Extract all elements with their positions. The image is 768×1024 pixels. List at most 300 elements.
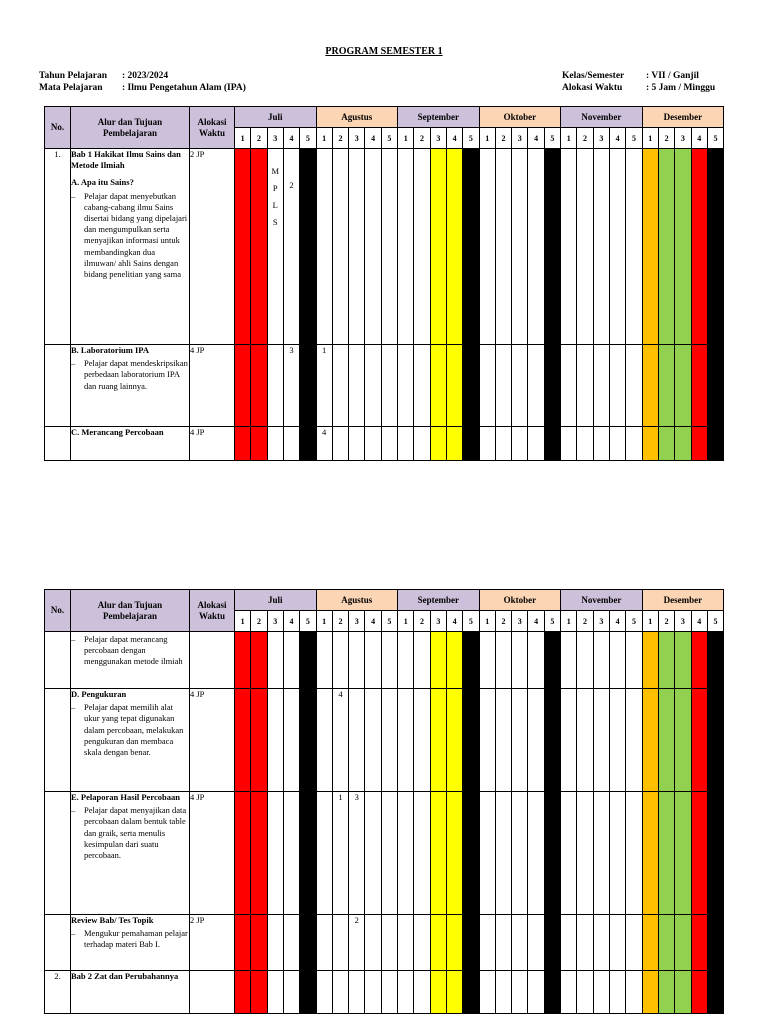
table-row xyxy=(45,427,724,461)
month-header: September xyxy=(398,590,479,611)
week-cell xyxy=(577,149,593,345)
week-number: 1 xyxy=(398,611,414,632)
week-cell xyxy=(626,427,642,461)
week-cell xyxy=(235,427,251,461)
week-number: 3 xyxy=(512,611,528,632)
week-cell xyxy=(528,632,544,689)
meta-row-tahun xyxy=(39,70,246,82)
bullet-dash: – xyxy=(71,634,76,644)
week-cell xyxy=(528,345,544,427)
week-number: 5 xyxy=(707,128,723,149)
week-cell xyxy=(675,427,691,461)
week-number: 3 xyxy=(430,611,446,632)
week-cell xyxy=(463,792,479,915)
month-header: November xyxy=(561,590,643,611)
week-number: 1 xyxy=(642,611,658,632)
objective-item xyxy=(71,634,189,668)
week-number: 4 xyxy=(610,128,626,149)
week-cell xyxy=(675,792,691,915)
week-cell xyxy=(463,971,479,1014)
month-header: Agustus xyxy=(316,107,398,128)
objective-item xyxy=(71,805,189,861)
week-cell xyxy=(593,689,609,792)
week-cell xyxy=(283,915,299,971)
week-cell xyxy=(642,427,658,461)
row-number xyxy=(45,689,71,792)
week-cell xyxy=(479,915,495,971)
week-cell xyxy=(512,971,528,1014)
meta-value: : VII / Ganjil xyxy=(646,71,699,81)
meeting-count: 2 xyxy=(289,180,294,190)
week-cell xyxy=(251,345,267,427)
week-number: 2 xyxy=(658,128,674,149)
objective-text: Pelajar dapat mendeskripsikan perbedaan laboratorium IPA dan ruang lainnya. xyxy=(84,358,188,391)
meta-value: : Ilmu Pengetahun Alam (IPA) xyxy=(122,83,246,93)
week-cell xyxy=(642,792,658,915)
topic-heading: C. Merancang Percobaan xyxy=(71,427,164,437)
week-cell xyxy=(381,689,397,792)
week-cell xyxy=(414,427,430,461)
topic-heading: A. Apa itu Sains? xyxy=(71,177,134,188)
week-cell xyxy=(577,792,593,915)
week-cell xyxy=(577,345,593,427)
week-cell xyxy=(610,149,626,345)
month-header: November xyxy=(561,107,643,128)
objective-item xyxy=(71,358,189,392)
week-cell xyxy=(528,971,544,1014)
mpls-letter: M xyxy=(271,166,280,176)
topic-heading: Bab 1 Hakikat Ilmu Sains dan Metode Ilmiah xyxy=(71,149,181,171)
week-cell xyxy=(235,915,251,971)
mpls-letter: L xyxy=(272,200,278,210)
week-cell xyxy=(349,632,365,689)
meta-row-kelas xyxy=(562,70,715,82)
week-cell xyxy=(691,689,707,792)
objective-text: Pelajar dapat memilih alat ukur yang tepat digunakan dalam percobaan, melakukan pengukuran dan membaca skala dengan benar. xyxy=(84,702,184,758)
header-no: No. xyxy=(45,590,71,632)
month-header: Oktober xyxy=(479,107,561,128)
week-cell xyxy=(626,792,642,915)
week-cell xyxy=(414,971,430,1014)
month-header: Agustus xyxy=(316,590,398,611)
week-cell xyxy=(561,345,577,427)
week-cell xyxy=(577,689,593,792)
week-number: 4 xyxy=(528,611,544,632)
week-cell xyxy=(495,632,511,689)
header-alur: Alur dan Tujuan Pembelajaran xyxy=(71,590,190,632)
week-cell xyxy=(332,971,348,1014)
week-cell xyxy=(675,149,691,345)
week-cell xyxy=(561,632,577,689)
week-cell xyxy=(381,149,397,345)
week-cell xyxy=(430,149,446,345)
week-cell xyxy=(381,427,397,461)
topic-heading: B. Laboratorium IPA xyxy=(71,345,149,355)
week-cell xyxy=(626,689,642,792)
week-cell xyxy=(332,689,348,792)
week-cell xyxy=(593,632,609,689)
meeting-count: 2 xyxy=(354,915,359,925)
week-cell xyxy=(495,689,511,792)
bullet-dash: – xyxy=(71,928,76,939)
week-cell xyxy=(316,689,332,792)
week-cell xyxy=(512,427,528,461)
week-cell xyxy=(675,689,691,792)
week-cell xyxy=(251,427,267,461)
week-cell xyxy=(707,971,723,1014)
week-cell xyxy=(332,427,348,461)
header-alokasi: Alokasi Waktu xyxy=(190,107,235,149)
table-row xyxy=(45,915,724,971)
week-cell xyxy=(414,792,430,915)
table-row xyxy=(45,345,724,427)
week-cell xyxy=(267,792,283,915)
week-cell xyxy=(593,915,609,971)
row-number xyxy=(45,915,71,971)
week-cell xyxy=(463,632,479,689)
header-alokasi: Alokasi Waktu xyxy=(190,590,235,632)
week-cell xyxy=(398,689,414,792)
week-cell xyxy=(283,792,299,915)
week-cell xyxy=(398,149,414,345)
week-cell xyxy=(495,792,511,915)
week-cell xyxy=(495,427,511,461)
week-cell xyxy=(610,689,626,792)
objective-item xyxy=(71,191,189,281)
week-cell xyxy=(626,149,642,345)
week-cell xyxy=(349,792,365,915)
week-number: 2 xyxy=(658,611,674,632)
week-cell xyxy=(414,632,430,689)
week-cell xyxy=(267,427,283,461)
week-cell xyxy=(381,971,397,1014)
page-title: PROGRAM SEMESTER 1 xyxy=(325,46,443,57)
week-cell xyxy=(544,427,560,461)
meta-key: Alokasi Waktu xyxy=(562,83,623,93)
week-cell xyxy=(642,149,658,345)
week-cell xyxy=(658,915,674,971)
topic-heading: E. Pelaporan Hasil Percobaan xyxy=(71,792,180,802)
week-cell xyxy=(300,915,316,971)
week-number: 4 xyxy=(365,611,381,632)
week-cell xyxy=(446,149,462,345)
week-number: 3 xyxy=(430,128,446,149)
week-cell xyxy=(446,632,462,689)
week-cell xyxy=(332,345,348,427)
week-cell xyxy=(528,149,544,345)
week-number: 2 xyxy=(332,611,348,632)
week-cell xyxy=(577,632,593,689)
week-cell xyxy=(267,971,283,1014)
week-number: 3 xyxy=(593,128,609,149)
week-cell xyxy=(316,971,332,1014)
week-cell xyxy=(365,427,381,461)
week-cell xyxy=(283,427,299,461)
table-row xyxy=(45,792,724,915)
meeting-count: 1 xyxy=(322,345,327,355)
week-cell xyxy=(495,149,511,345)
week-number: 2 xyxy=(577,611,593,632)
row-number: 2. xyxy=(45,971,71,1014)
week-cell xyxy=(479,689,495,792)
week-cell xyxy=(251,689,267,792)
week-cell xyxy=(414,149,430,345)
week-cell xyxy=(381,345,397,427)
week-cell xyxy=(398,632,414,689)
row-number xyxy=(45,427,71,461)
week-number: 1 xyxy=(235,128,251,149)
week-cell xyxy=(479,971,495,1014)
week-number: 1 xyxy=(561,128,577,149)
mpls-letter: P xyxy=(272,183,278,193)
week-cell xyxy=(610,632,626,689)
bullet-dash: – xyxy=(71,805,76,816)
month-header: Juli xyxy=(235,590,317,611)
week-cell xyxy=(251,971,267,1014)
month-header: September xyxy=(398,107,479,128)
week-cell xyxy=(349,689,365,792)
week-cell xyxy=(626,345,642,427)
week-number: 5 xyxy=(300,611,316,632)
week-cell xyxy=(528,427,544,461)
week-cell xyxy=(283,345,299,427)
row-description xyxy=(71,971,190,1014)
row-alokasi xyxy=(190,632,235,689)
week-cell xyxy=(267,345,283,427)
row-description xyxy=(71,792,190,915)
week-number: 3 xyxy=(267,611,283,632)
week-cell xyxy=(610,792,626,915)
week-number: 2 xyxy=(414,611,430,632)
week-cell xyxy=(512,792,528,915)
week-cell xyxy=(707,427,723,461)
mpls-letter: S xyxy=(272,217,278,227)
row-number xyxy=(45,632,71,689)
week-number: 1 xyxy=(642,128,658,149)
week-cell xyxy=(495,971,511,1014)
week-cell xyxy=(300,632,316,689)
table-row xyxy=(45,149,724,345)
week-cell xyxy=(430,689,446,792)
week-cell xyxy=(544,632,560,689)
week-cell xyxy=(430,915,446,971)
week-cell xyxy=(283,689,299,792)
week-cell xyxy=(251,792,267,915)
week-number: 1 xyxy=(235,611,251,632)
meta-key: Tahun Pelajaran xyxy=(39,71,108,81)
week-cell xyxy=(235,632,251,689)
week-cell xyxy=(658,792,674,915)
week-cell xyxy=(610,427,626,461)
week-number: 4 xyxy=(610,611,626,632)
week-cell xyxy=(561,792,577,915)
week-cell xyxy=(430,792,446,915)
week-number: 4 xyxy=(365,128,381,149)
schedule-table-1 xyxy=(44,106,724,461)
week-cell xyxy=(349,149,365,345)
week-cell xyxy=(365,149,381,345)
week-cell xyxy=(610,345,626,427)
objective-text: Pelajar dapat menyajikan data percobaan dalam bentuk table dan graik, serta menulis kesimpulan dari suatu percobaan. xyxy=(84,805,187,861)
week-cell xyxy=(398,345,414,427)
week-number: 2 xyxy=(495,611,511,632)
week-cell xyxy=(495,915,511,971)
week-cell xyxy=(691,792,707,915)
week-cell xyxy=(267,915,283,971)
week-cell xyxy=(267,632,283,689)
week-cell xyxy=(235,149,251,345)
meeting-count: 1 xyxy=(338,792,343,802)
week-number: 5 xyxy=(381,611,397,632)
week-cell xyxy=(463,689,479,792)
week-cell xyxy=(316,915,332,971)
month-header: Juli xyxy=(235,107,317,128)
week-cell xyxy=(332,915,348,971)
week-cell xyxy=(349,427,365,461)
objective-item xyxy=(71,702,189,758)
row-alokasi: 2 JP xyxy=(190,915,235,971)
week-cell xyxy=(675,915,691,971)
week-number: 2 xyxy=(251,611,267,632)
week-number: 4 xyxy=(446,611,462,632)
meeting-count: 4 xyxy=(322,427,327,437)
week-cell xyxy=(707,345,723,427)
week-cell xyxy=(626,915,642,971)
objective-text: Pelajar dapat menyebutkan cabang-cabang ilmu Sains disertai bidang yang dipelajari dan mengumpulkan serta menyajikan informasi untuk membandingkan dua ilmuwan/ ahli Sains dengan bidang penelitian yang sama xyxy=(84,190,188,280)
week-number: 1 xyxy=(561,611,577,632)
bullet-dash: – xyxy=(71,702,76,713)
row-description xyxy=(71,345,190,427)
week-number: 3 xyxy=(349,611,365,632)
week-number: 5 xyxy=(626,611,642,632)
week-cell xyxy=(300,345,316,427)
week-number: 5 xyxy=(544,611,560,632)
week-number: 3 xyxy=(267,128,283,149)
week-cell xyxy=(707,149,723,345)
week-cell xyxy=(675,345,691,427)
week-cell xyxy=(691,915,707,971)
week-cell xyxy=(300,427,316,461)
row-description xyxy=(71,689,190,792)
week-number: 2 xyxy=(414,128,430,149)
week-number: 3 xyxy=(675,611,691,632)
week-cell xyxy=(479,149,495,345)
week-cell xyxy=(446,792,462,915)
row-alokasi: 4 JP xyxy=(190,427,235,461)
week-cell xyxy=(463,149,479,345)
week-cell xyxy=(675,632,691,689)
week-cell xyxy=(691,632,707,689)
week-cell xyxy=(365,345,381,427)
meta-row-alokasi xyxy=(562,82,715,94)
week-number: 1 xyxy=(479,128,495,149)
meta-row-mapel xyxy=(39,82,246,94)
week-cell xyxy=(528,792,544,915)
table-row xyxy=(45,971,724,1014)
week-number: 4 xyxy=(446,128,462,149)
week-cell xyxy=(495,345,511,427)
week-cell xyxy=(398,915,414,971)
meta-key: Kelas/Semester xyxy=(562,71,625,81)
week-cell xyxy=(430,971,446,1014)
week-cell xyxy=(479,792,495,915)
week-cell xyxy=(430,632,446,689)
week-cell xyxy=(316,149,332,345)
week-cell xyxy=(332,149,348,345)
week-cell xyxy=(251,915,267,971)
week-cell xyxy=(642,915,658,971)
week-cell xyxy=(365,689,381,792)
week-cell xyxy=(316,792,332,915)
meta-value: : 2023/2024 xyxy=(122,71,169,81)
week-number: 5 xyxy=(463,611,479,632)
week-number: 4 xyxy=(691,128,707,149)
week-cell xyxy=(316,345,332,427)
mpls-label xyxy=(268,149,283,231)
week-cell xyxy=(235,971,251,1014)
week-cell xyxy=(479,427,495,461)
week-cell xyxy=(235,689,251,792)
week-number: 4 xyxy=(528,128,544,149)
week-cell xyxy=(544,971,560,1014)
week-cell xyxy=(463,915,479,971)
objective-text: Pelajar dapat merancang percobaan dengan menggunakan metode ilmiah xyxy=(84,634,183,667)
week-cell xyxy=(642,345,658,427)
week-cell xyxy=(446,427,462,461)
week-cell xyxy=(528,915,544,971)
week-number: 1 xyxy=(316,611,332,632)
week-cell xyxy=(235,792,251,915)
month-header: Desember xyxy=(642,590,724,611)
week-number: 1 xyxy=(479,611,495,632)
row-description xyxy=(71,427,190,461)
week-cell xyxy=(365,632,381,689)
week-cell xyxy=(349,915,365,971)
week-cell xyxy=(707,632,723,689)
week-cell xyxy=(642,632,658,689)
week-cell xyxy=(446,345,462,427)
week-cell xyxy=(300,792,316,915)
week-cell xyxy=(626,632,642,689)
week-cell xyxy=(707,792,723,915)
table-row xyxy=(45,632,724,689)
meeting-count: 3 xyxy=(354,792,359,802)
week-cell xyxy=(463,345,479,427)
schedule-table-2 xyxy=(44,589,724,1014)
week-cell xyxy=(658,971,674,1014)
week-cell xyxy=(512,689,528,792)
week-cell xyxy=(316,427,332,461)
week-number: 4 xyxy=(283,611,299,632)
week-number: 3 xyxy=(349,128,365,149)
week-cell xyxy=(365,792,381,915)
bullet-dash: – xyxy=(71,190,76,201)
topic-heading: D. Pengukuran xyxy=(71,689,127,699)
week-cell xyxy=(349,971,365,1014)
week-cell xyxy=(512,345,528,427)
week-cell xyxy=(658,632,674,689)
week-cell xyxy=(691,149,707,345)
week-cell xyxy=(446,971,462,1014)
week-cell xyxy=(561,149,577,345)
week-cell xyxy=(593,971,609,1014)
week-cell xyxy=(365,971,381,1014)
week-cell xyxy=(381,632,397,689)
meeting-count: 4 xyxy=(338,689,343,699)
week-cell xyxy=(398,427,414,461)
week-cell xyxy=(414,915,430,971)
meta-key: Mata Pelajaran xyxy=(39,83,103,93)
